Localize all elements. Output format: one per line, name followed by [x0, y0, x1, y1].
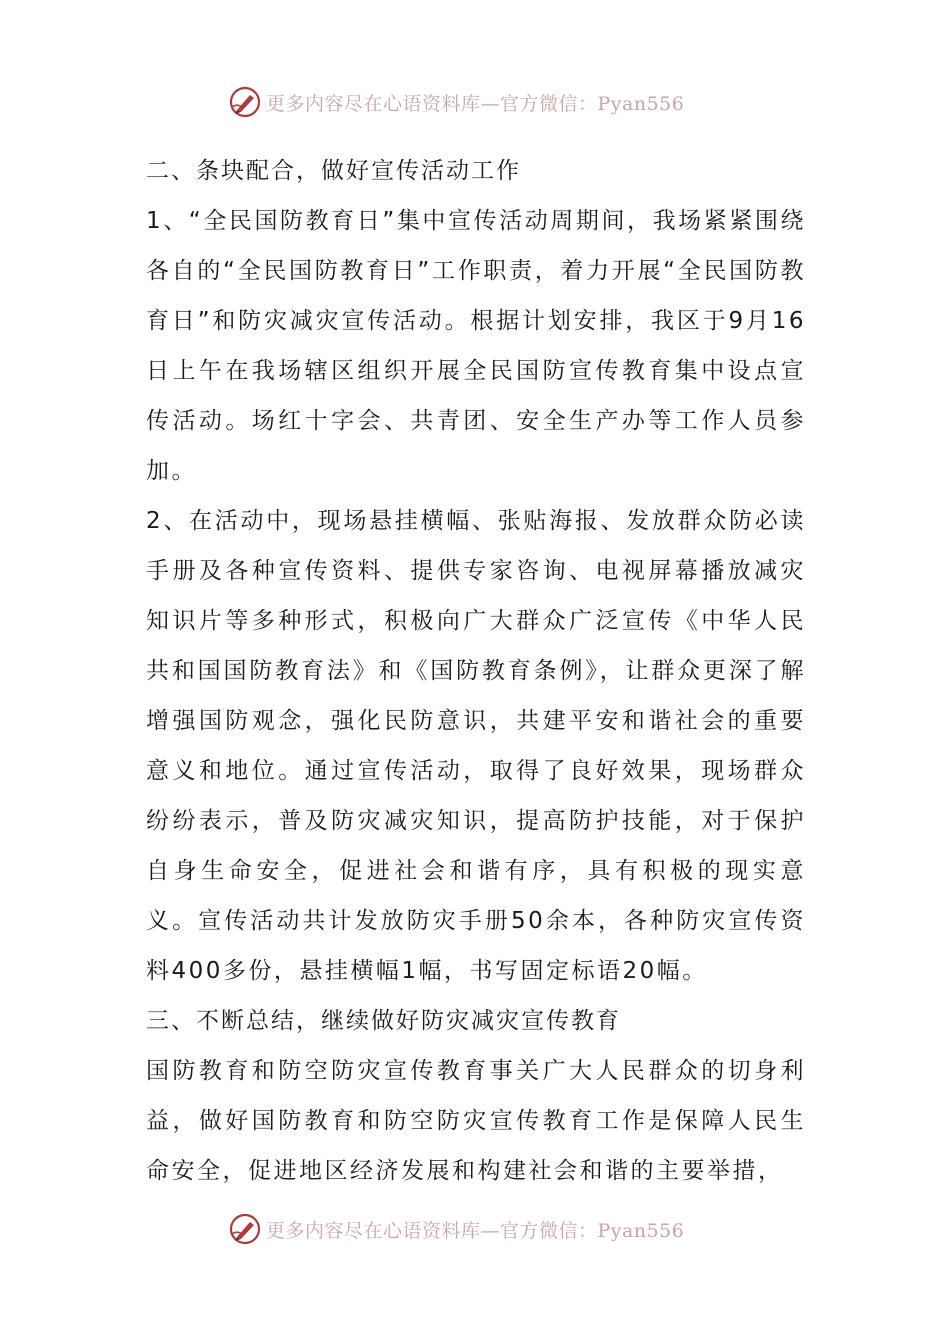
pen-logo-icon: [228, 85, 262, 119]
document-body: [146, 146, 806, 1196]
paragraph-3: 国防教育和防空防灾宣传教育事关广大人民群众的切身利益，做好国防教育和防空防灾宣传教育工作是保障人民生命安全，促进地区经济发展和构建社会和谐的主要举措，: [146, 1058, 806, 1184]
paragraph-1: 1、“全民国防教育日”集中宣传活动周期间，我场紧紧围绕各自的“全民国防教育日”工作职责，着力开展“全民国防教育日”和防灾减灾宣传活动。根据计划安排，我区于9月16日上午在我场辖区组织开展全民国防宣传教育集中设点宣传活动。场红十字会、共青团、安全生产办等工作人员参加。: [146, 208, 806, 484]
section-heading-2: 二、条块配合，做好宣传活动工作: [146, 158, 521, 184]
pen-logo-icon: [228, 1212, 262, 1246]
section-heading-3: 三、不断总结，继续做好防灾减灾宣传教育: [146, 1008, 621, 1034]
watermark-text: 更多内容尽在心语资料库—官方微信：Pyan556: [266, 1219, 685, 1242]
watermark-banner-bottom: [228, 1209, 748, 1249]
watermark-banner-top: [228, 82, 748, 122]
watermark-text: 更多内容尽在心语资料库—官方微信：Pyan556: [266, 92, 685, 115]
paragraph-2: 2、在活动中，现场悬挂横幅、张贴海报、发放群众防必读手册及各种宣传资料、提供专家咨询、电视屏幕播放减灾知识片等多种形式，积极向广大群众广泛宣传《中华人民共和国国防教育法》和《国防教育条例》，让群众更深了解增强国防观念，强化民防意识，共建平安和谐社会的重要意义和地位。通过宣传活动，取得了良好效果，现场群众纷纷表示，普及防灾减灾知识，提高防护技能，对于保护自身生命安全，促进社会和谐有序，具有积极的现实意义。宣传活动共计发放防灾手册50余本，各种防灾宣传资料400多份，悬挂横幅1幅，书写固定标语20幅。: [146, 508, 806, 984]
